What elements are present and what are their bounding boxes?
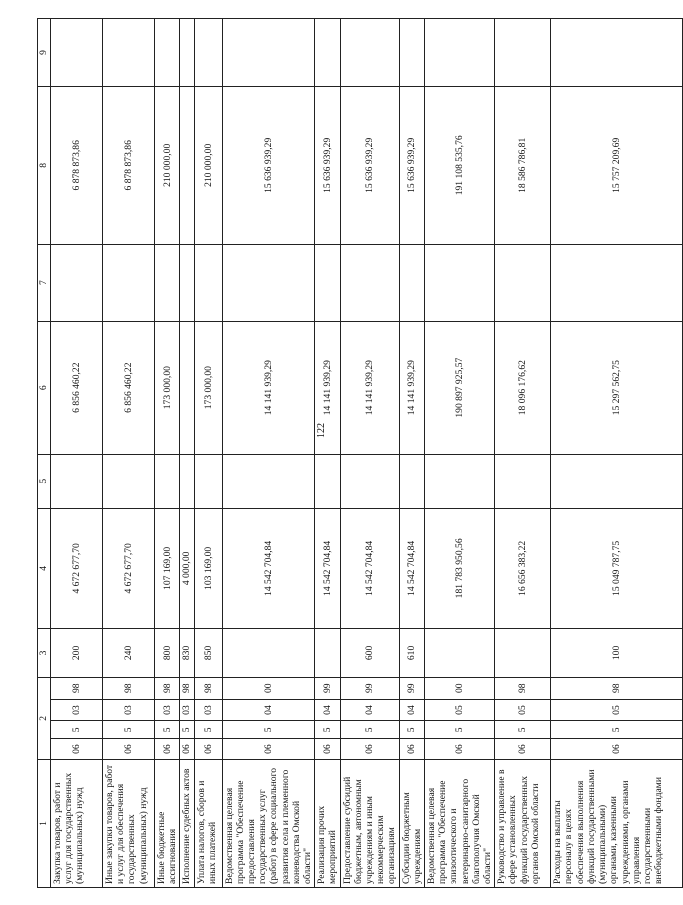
amount-cell: 191 108 535,76 — [425, 87, 495, 245]
budget-table — [37, 18, 683, 888]
code-cell: 06 — [551, 739, 683, 760]
amount-cell: 14 141 939,29 — [340, 321, 399, 454]
code-cell: 03 — [180, 699, 194, 721]
code-cell: 5 — [425, 721, 495, 739]
table-row — [51, 19, 103, 888]
code-cell: 05 — [425, 699, 495, 721]
table-row — [315, 19, 340, 888]
expense-type-cell: 100 — [551, 629, 683, 678]
code-cell: 5 — [51, 721, 103, 739]
amount-cell — [425, 244, 495, 321]
amount-cell — [551, 454, 683, 508]
amount-cell — [315, 454, 340, 508]
amount-cell — [155, 244, 180, 321]
expense-type-cell: 240 — [103, 629, 155, 678]
amount-cell — [551, 244, 683, 321]
amount-cell — [399, 19, 424, 87]
code-cell: 99 — [340, 677, 399, 699]
header-cell: 8 — [38, 87, 51, 245]
code-cell: 06 — [495, 739, 551, 760]
amount-cell: 6 878 873,86 — [103, 87, 155, 245]
code-cell: 00 — [425, 677, 495, 699]
amount-cell: 14 141 939,29 — [315, 321, 340, 454]
code-cell: 5 — [194, 721, 222, 739]
code-cell: 03 — [51, 699, 103, 721]
amount-cell — [340, 244, 399, 321]
row-name: Уплата налогов, сборов и иных платежей — [194, 759, 222, 887]
code-cell: 06 — [425, 739, 495, 760]
code-cell: 98 — [495, 677, 551, 699]
table-row — [551, 19, 683, 888]
expense-type-cell — [425, 629, 495, 678]
header-cell: 4 — [38, 508, 51, 628]
amount-cell: 190 897 925,57 — [425, 321, 495, 454]
code-cell: 5 — [180, 721, 194, 739]
amount-cell: 173 000,00 — [155, 321, 180, 454]
amount-cell — [399, 454, 424, 508]
amount-cell — [103, 244, 155, 321]
code-cell: 04 — [399, 699, 424, 721]
code-cell: 06 — [51, 739, 103, 760]
amount-cell: 18 096 176,62 — [495, 321, 551, 454]
amount-cell — [180, 87, 194, 245]
amount-cell: 4 672 677,70 — [103, 508, 155, 628]
expense-type-cell — [315, 629, 340, 678]
code-cell: 98 — [180, 677, 194, 699]
amount-cell — [51, 19, 103, 87]
amount-cell: 15 636 939,29 — [399, 87, 424, 245]
expense-type-cell: 830 — [180, 629, 194, 678]
amount-cell — [155, 19, 180, 87]
amount-cell — [194, 244, 222, 321]
amount-cell — [315, 19, 340, 87]
amount-cell — [103, 454, 155, 508]
row-name: Расходы на выплаты персоналу в целях обеспечения выполнения функций государственными (муниципальными) органами, казенными учреждениями, органами управления государственными внебюджетными фондами — [551, 759, 683, 887]
amount-cell — [103, 19, 155, 87]
code-cell: 05 — [495, 699, 551, 721]
amount-cell — [194, 454, 222, 508]
table-row — [425, 19, 495, 888]
code-cell: 5 — [551, 721, 683, 739]
amount-cell: 210 000,00 — [155, 87, 180, 245]
code-cell: 04 — [315, 699, 340, 721]
expense-type-cell — [495, 629, 551, 678]
code-cell: 06 — [340, 739, 399, 760]
amount-cell — [315, 244, 340, 321]
amount-cell — [222, 454, 315, 508]
amount-cell: 15 049 787,75 — [551, 508, 683, 628]
code-cell: 06 — [315, 739, 340, 760]
expense-type-cell: 850 — [194, 629, 222, 678]
amount-cell — [495, 244, 551, 321]
amount-cell — [180, 19, 194, 87]
code-cell: 03 — [155, 699, 180, 721]
expense-type-cell: 200 — [51, 629, 103, 678]
header-cell: 9 — [38, 19, 51, 87]
amount-cell: 6 856 460,22 — [103, 321, 155, 454]
amount-cell: 4 000,00 — [180, 508, 194, 628]
amount-cell: 210 000,00 — [194, 87, 222, 245]
table-row — [495, 19, 551, 888]
header-cell: 3 — [38, 629, 51, 678]
amount-cell — [222, 19, 315, 87]
amount-cell — [399, 244, 424, 321]
amount-cell — [194, 19, 222, 87]
code-cell: 5 — [222, 721, 315, 739]
amount-cell: 15 757 209,69 — [551, 87, 683, 245]
row-name: Ведомственная целевая программа "Обеспечение эпизоотического и ветеринарно-санитарного благополучия Омской области" — [425, 759, 495, 887]
amount-cell — [551, 19, 683, 87]
row-name: Исполнение судебных актов — [180, 759, 194, 887]
code-cell: 99 — [315, 677, 340, 699]
amount-cell — [222, 244, 315, 321]
amount-cell: 15 636 939,29 — [222, 87, 315, 245]
amount-cell: 181 783 950,56 — [425, 508, 495, 628]
amount-cell — [180, 321, 194, 454]
code-cell: 06 — [180, 739, 194, 760]
row-name: Реализация прочих мероприятий — [315, 759, 340, 887]
expense-type-cell: 610 — [399, 629, 424, 678]
table-row — [103, 19, 155, 888]
table-row — [155, 19, 180, 888]
code-cell: 06 — [399, 739, 424, 760]
amount-cell — [51, 454, 103, 508]
header-cell: 7 — [38, 244, 51, 321]
amount-cell — [495, 454, 551, 508]
code-cell: 06 — [155, 739, 180, 760]
amount-cell — [180, 454, 194, 508]
amount-cell: 14 542 704,84 — [222, 508, 315, 628]
amount-cell: 15 636 939,29 — [315, 87, 340, 245]
code-cell: 05 — [551, 699, 683, 721]
amount-cell — [425, 454, 495, 508]
code-cell: 04 — [222, 699, 315, 721]
amount-cell: 15 297 562,75 — [551, 321, 683, 454]
amount-cell: 15 636 939,29 — [340, 87, 399, 245]
table-row — [399, 19, 424, 888]
code-cell: 98 — [551, 677, 683, 699]
amount-cell — [155, 454, 180, 508]
code-cell: 98 — [155, 677, 180, 699]
expense-type-cell: 800 — [155, 629, 180, 678]
amount-cell: 14 542 704,84 — [399, 508, 424, 628]
amount-cell — [340, 454, 399, 508]
amount-cell: 14 542 704,84 — [340, 508, 399, 628]
header-cell: 6 — [38, 321, 51, 454]
code-cell: 5 — [315, 721, 340, 739]
code-cell: 98 — [103, 677, 155, 699]
code-cell: 98 — [194, 677, 222, 699]
code-cell: 00 — [222, 677, 315, 699]
header-cell: 5 — [38, 454, 51, 508]
code-cell: 06 — [103, 739, 155, 760]
amount-cell: 173 000,00 — [194, 321, 222, 454]
code-cell: 5 — [103, 721, 155, 739]
amount-cell — [495, 19, 551, 87]
amount-cell: 14 141 939,29 — [399, 321, 424, 454]
row-name: Предоставление субсидий бюджетным, автономным учреждениям и иным некоммерческим организациям — [340, 759, 399, 887]
code-cell: 5 — [340, 721, 399, 739]
code-cell: 98 — [51, 677, 103, 699]
amount-cell: 107 169,00 — [155, 508, 180, 628]
expense-type-cell: 600 — [340, 629, 399, 678]
table-row — [340, 19, 399, 888]
row-name: Руководство и управление в сфере установленных функций государственных органов Омской области — [495, 759, 551, 887]
amount-cell: 6 878 873,86 — [51, 87, 103, 245]
code-cell: 03 — [103, 699, 155, 721]
amount-cell — [340, 19, 399, 87]
amount-cell: 18 586 786,81 — [495, 87, 551, 245]
row-name: Закупка товаров, работ и услуг для государственных (муниципальных) нужд — [51, 759, 103, 887]
budget-table-container — [37, 18, 665, 888]
row-name: Иные закупки товаров, работ и услуг для обеспечения государственных (муниципальных) нужд — [103, 759, 155, 887]
amount-cell: 103 169,00 — [194, 508, 222, 628]
table-row — [222, 19, 315, 888]
code-cell: 5 — [155, 721, 180, 739]
code-cell: 04 — [340, 699, 399, 721]
expense-type-cell — [222, 629, 315, 678]
amount-cell — [180, 244, 194, 321]
amount-cell: 4 672 677,70 — [51, 508, 103, 628]
amount-cell: 14 141 939,29 — [222, 321, 315, 454]
page-number: 122 — [316, 423, 327, 438]
table-row — [194, 19, 222, 888]
header-cell: 2 — [38, 677, 51, 759]
code-cell: 5 — [495, 721, 551, 739]
amount-cell: 14 542 704,84 — [315, 508, 340, 628]
table-row — [180, 19, 194, 888]
amount-cell — [425, 19, 495, 87]
header-cell: 1 — [38, 759, 51, 887]
row-name: Субсидии бюджетным учреждениям — [399, 759, 424, 887]
row-name: Иные бюджетные ассигнования — [155, 759, 180, 887]
row-name: Ведомственная целевая программа "Обеспечение предоставления государственных услуг (работ) в сфере социального развития села и племенного коневодства Омской области" — [222, 759, 315, 887]
header-row — [38, 19, 51, 888]
code-cell: 06 — [194, 739, 222, 760]
code-cell: 5 — [399, 721, 424, 739]
amount-cell: 6 856 460,22 — [51, 321, 103, 454]
amount-cell — [51, 244, 103, 321]
code-cell: 03 — [194, 699, 222, 721]
code-cell: 99 — [399, 677, 424, 699]
code-cell: 06 — [222, 739, 315, 760]
amount-cell: 16 656 383,22 — [495, 508, 551, 628]
